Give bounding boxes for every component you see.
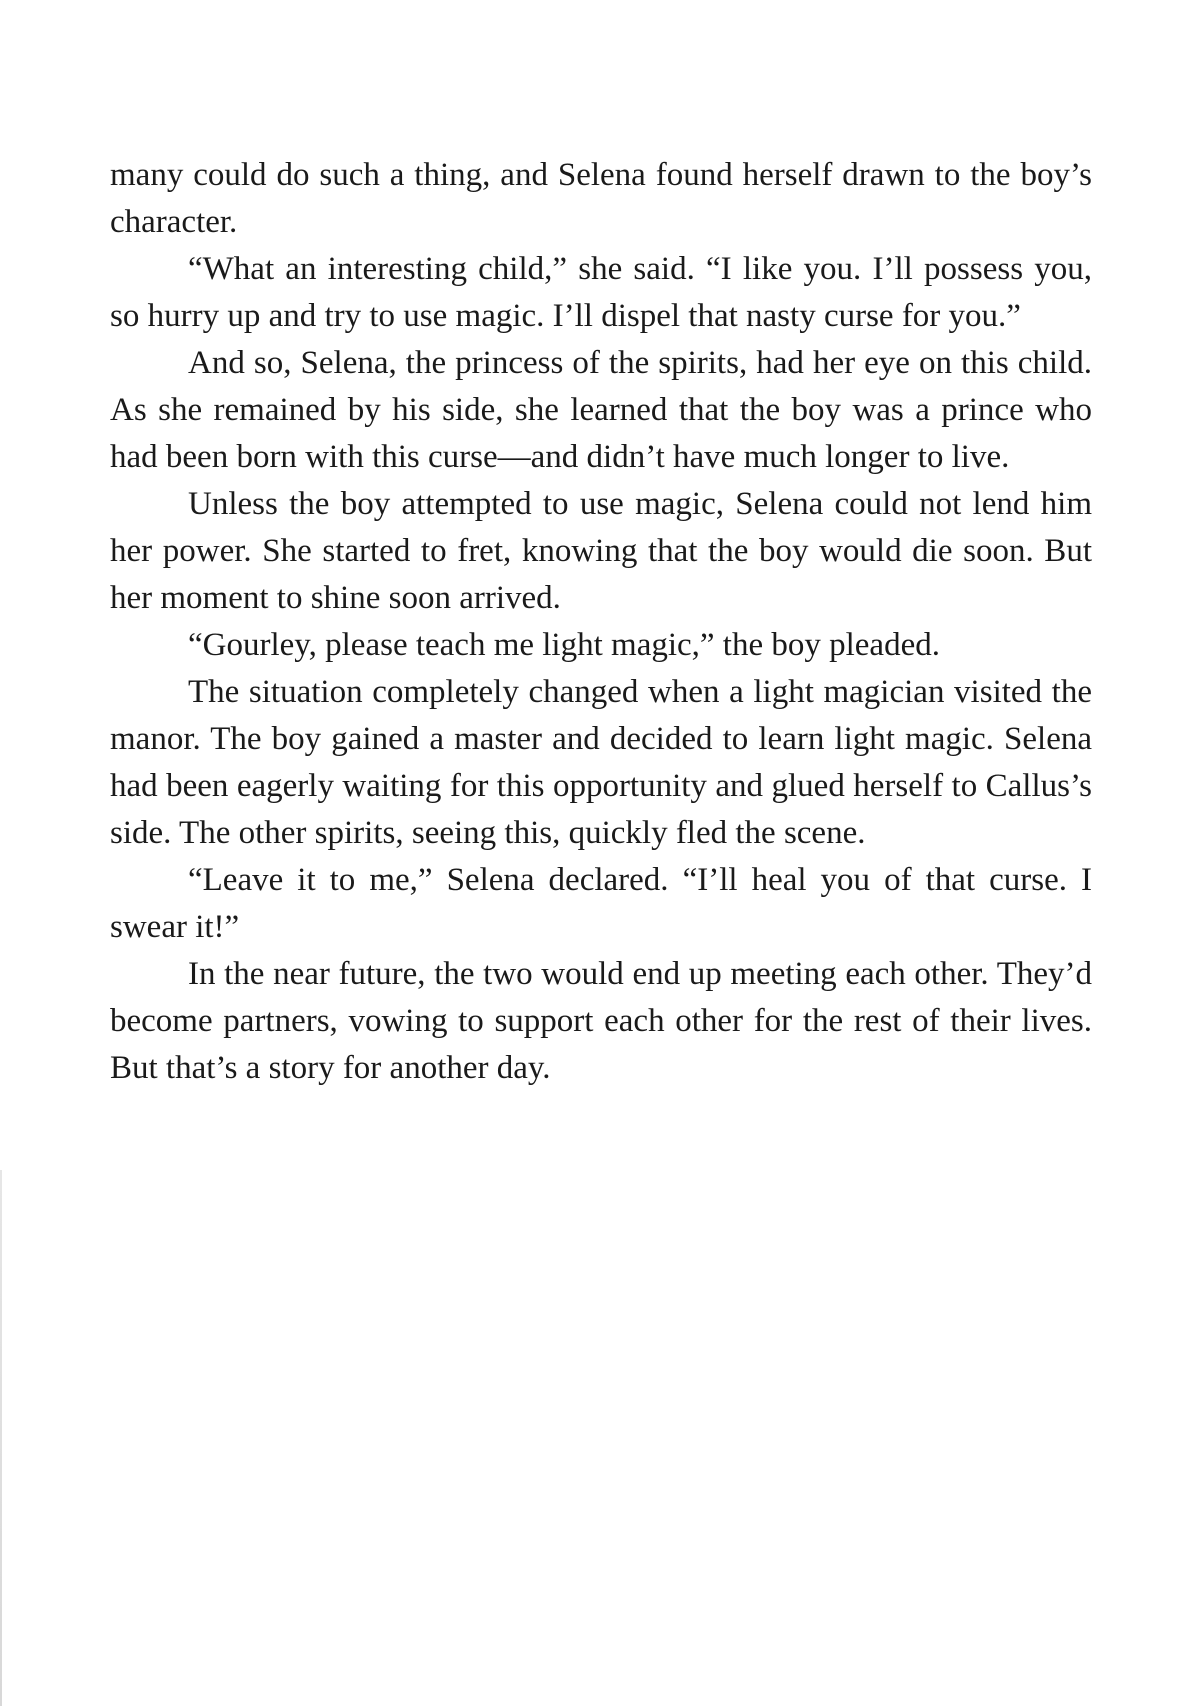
body-text <box>110 152 1092 1092</box>
page-edge-divider <box>0 1170 2 1706</box>
paragraph-princess-of-spirits: And so, Selena, the princess of the spirits, had her eye on this child. As she remained by his side, she learned that the boy was a prince who had been born with this curse—and didn’t have much longer to live. <box>110 345 1092 475</box>
paragraph-light-magician: The situation completely changed when a light magician visited the manor. The boy gained a master and decided to learn light magic. Selena had been eagerly waiting for this opportunity and glued herself to Callus’s side. The other spirits, seeing this, quickly fled the scene. <box>110 674 1092 851</box>
paragraph-dialogue-possess: “What an interesting child,” she said. “I like you. I’ll possess you, so hurry up and try to use magic. I’ll dispel that nasty curse for you.” <box>110 251 1092 334</box>
paragraph-dialogue-leave-it: “Leave it to me,” Selena declared. “I’ll heal you of that curse. I swear it!” <box>110 862 1092 945</box>
paragraph-continuation: many could do such a thing, and Selena found herself drawn to the boy’s character. <box>110 157 1092 240</box>
paragraph-lend-power: Unless the boy attempted to use magic, Selena could not lend him her power. She started to fret, knowing that the boy would die soon. But her moment to shine soon arrived. <box>110 486 1092 616</box>
paragraph-dialogue-gourley: “Gourley, please teach me light magic,” the boy pleaded. <box>188 627 940 663</box>
paragraph-near-future: In the near future, the two would end up meeting each other. They’d become partners, vowing to support each other for the rest of their lives. But that’s a story for another day. <box>110 956 1092 1086</box>
